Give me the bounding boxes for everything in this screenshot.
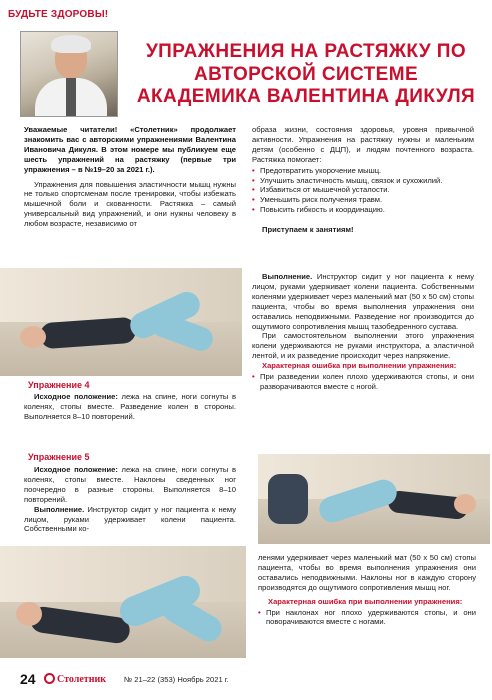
list-item: • Повысить гибкость и координацию.: [252, 205, 474, 215]
exercise-4-exec: [252, 272, 474, 331]
exercise-4-heading: Упражнение 4: [28, 380, 90, 390]
patient-head: [16, 602, 42, 626]
start-text: лежа на спине, ноги согнуты в коленях, стопы вместе. Разведение колен в стороны. Выполняется 8–10 повторений.: [24, 392, 236, 421]
exercise-4-error-heading: Характерная ошибка при выполнении упражнения:: [262, 361, 457, 371]
start-text: лежа на спине, ноги согнуты в коленях, стопы вместе. Наклоны сведенных ног поочередно в разные стороны. Выполняется 8–10 повторений.: [24, 465, 236, 504]
exec-label: Выполнение.: [262, 272, 313, 281]
start-label: Исходное положение:: [34, 465, 118, 474]
magazine-logo: [44, 673, 106, 685]
exercise-5-cont: ленями удерживает через маленький мат (50 х 50 см) стопы пациента, чтобы во время выполнения упражнения они оставались неподвижными. Наклоны ног в каждую сторону производятся до ощутимого сопротивления мышц ног.: [258, 553, 476, 592]
exercise-5-photo-2: [0, 546, 246, 658]
author-portrait: [20, 31, 118, 117]
list-item: • Избавиться от мышечной усталости.: [252, 185, 474, 195]
issue-info: № 21–22 (353) Ноябрь 2021 г.: [124, 675, 229, 684]
exercise-4-self: При самостоятельном выполнении этого упражнения колени удерживаются не руками инструктора, а эластичной лентой, и их разведение происходит через напряжение.: [252, 331, 474, 361]
benefits-list: [252, 166, 474, 216]
intro-paragraph-1: Упражнения для повышения эластичности мышц нужны не только спортсменам после тренировки, чтобы избежать мышечной боли и скованности. Растяжка – самый универсальный вид упражнений, и они нужны человеку в любом возрасте, независимо от: [24, 179, 236, 229]
exec-label: Выполнение.: [34, 504, 85, 514]
intro-column: [24, 125, 236, 229]
list-item: • Уменьшить риск получения травм.: [252, 195, 474, 205]
intro-lead: Уважаемые читатели! «Столетник» продолжает знакомить вас с авторскими упражнениями Валентина Ивановича Дикуля. В этом номере мы публикуем еще шесть упражнений на растяжку (первые три упражнения – в №19–20 за 2021 г.).: [24, 125, 236, 174]
exercise-4-start-text: [24, 392, 236, 422]
exercise-5-continued: [258, 553, 476, 627]
exec-text: Инструктор сидит у ног пациента к нему лицом, руками удерживает колени пациента. Собственными коленями удерживает через маленький мат (50 х 50 см) стопы пациента, чтобы во время выполнения упражнения они оставались неподвижными. Разведение ног производится до ощутимого сопротивления мышц тазобедренного сустава.: [252, 272, 474, 331]
exercise-5-text: [24, 465, 236, 534]
exercise-4-error-list: [252, 372, 474, 392]
portrait-hair: [51, 35, 91, 53]
exercise-5-photo-1: [258, 454, 490, 544]
exercise-4-execution: [252, 272, 474, 392]
exercise-4-start: [24, 392, 236, 422]
exercise-5-start-text: [24, 465, 236, 505]
list-item: • При наклонах ног плохо удерживаются стопы, и они поворачиваются вместе с ногами.: [258, 608, 476, 628]
list-item: • Предотвратить укорочение мышц.: [252, 166, 474, 176]
logo-icon: [44, 673, 55, 684]
intro-paragraph-2: образа жизни, состояния здоровья, уровня привычной активности. Упражнения на растяжку нужны и маленьким детям (особенно с ДЦП), и людям почтенного возраста. Растяжка помогает:: [252, 125, 474, 164]
exercise-4-photo: [0, 268, 242, 376]
portrait-tie: [66, 78, 76, 117]
page-number: 24: [20, 671, 36, 687]
exec-text: Инструктор сидит у ног пациента к нему лицом, руками удерживает колени пациента. Собственными ко-: [24, 504, 236, 534]
instructor-figure: [268, 474, 308, 524]
exercise-5-error-list: [258, 608, 476, 628]
article-title: УПРАЖНЕНИЯ НА РАСТЯЖКУ ПО АВТОРСКОЙ СИСТЕМЕ АКАДЕМИКА ВАЛЕНТИНА ДИКУЛЯ: [136, 41, 476, 107]
list-item: • При разведении колен плохо удерживаются стопы, и они разворачиваются вместе с ногой.: [252, 372, 474, 392]
exercise-5-heading: Упражнение 5: [28, 452, 90, 462]
benefits-column: [252, 125, 474, 235]
start-label: Исходное положение:: [34, 392, 118, 401]
exercise-5-exec: [24, 505, 236, 535]
exercise-5-error-heading: Характерная ошибка при выполнении упражнения:: [268, 596, 463, 606]
logo-text: Столетник: [57, 674, 106, 685]
list-item: • Улучшить эластичность мышц, связок и сухожилий.: [252, 176, 474, 186]
photo-wall: [0, 546, 246, 608]
patient-head: [20, 326, 46, 348]
rubric-label: БУДЬТЕ ЗДОРОВЫ!: [8, 9, 109, 20]
start-callout: Приступаем к занятиям!: [262, 225, 354, 235]
patient-head: [454, 494, 476, 514]
